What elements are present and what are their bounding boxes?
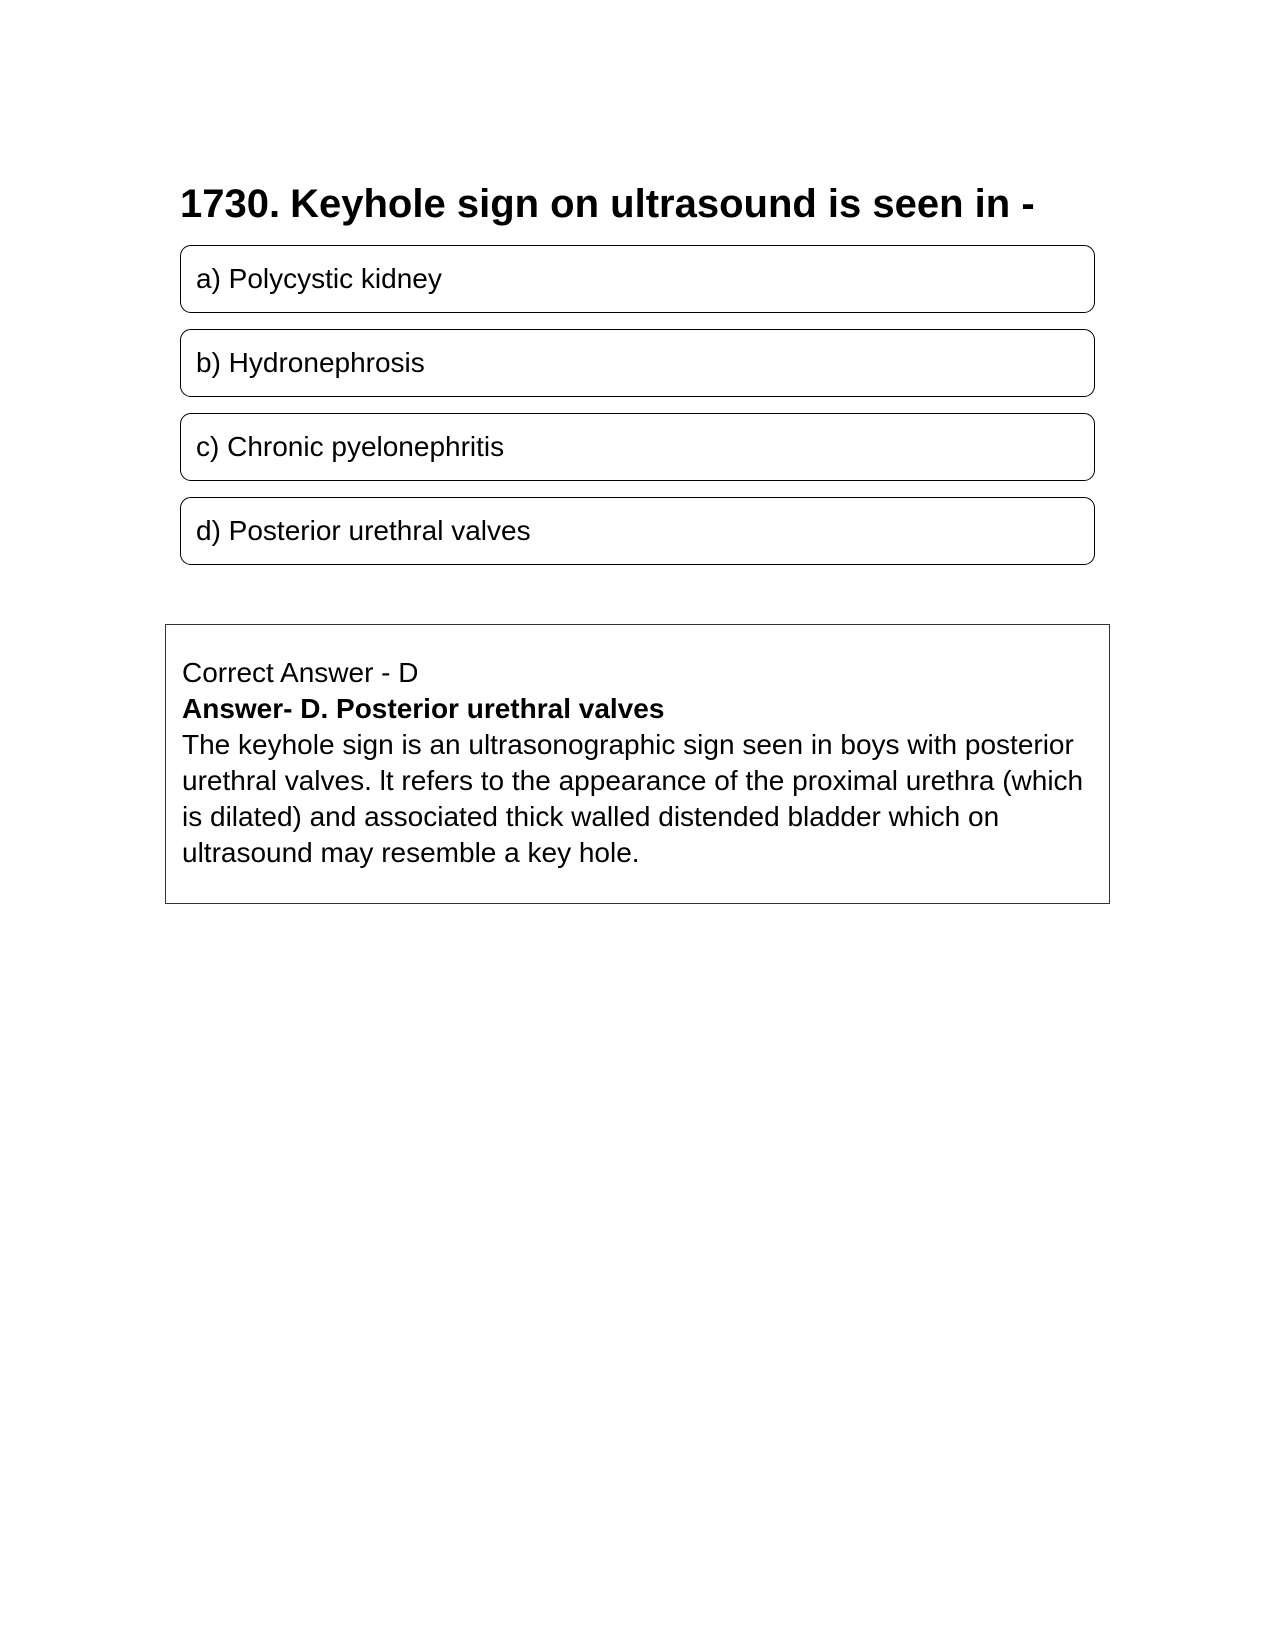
option-a[interactable]: a) Polycystic kidney — [180, 245, 1095, 313]
answer-box — [165, 624, 1110, 904]
question-title — [180, 180, 1035, 228]
answer-title: Answer- D. Posterior urethral valves — [182, 693, 665, 724]
option-c[interactable]: c) Chronic pyelonephritis — [180, 413, 1095, 481]
options-list — [180, 245, 1095, 581]
correct-answer-line: Correct Answer - D — [182, 657, 419, 688]
question-number: 1730. — [180, 182, 281, 226]
question-text: Keyhole sign on ultrasound is seen in - — [290, 182, 1035, 226]
option-d[interactable]: d) Posterior urethral valves — [180, 497, 1095, 565]
answer-explanation: The keyhole sign is an ultrasonographic sign seen in boys with posterior urethral valves. lt refers to the appearance of the proximal urethra (which is dilated) and associated thick walled distended bladder which on ultrasound may resemble a key hole. — [182, 729, 1084, 868]
option-b[interactable]: b) Hydronephrosis — [180, 329, 1095, 397]
